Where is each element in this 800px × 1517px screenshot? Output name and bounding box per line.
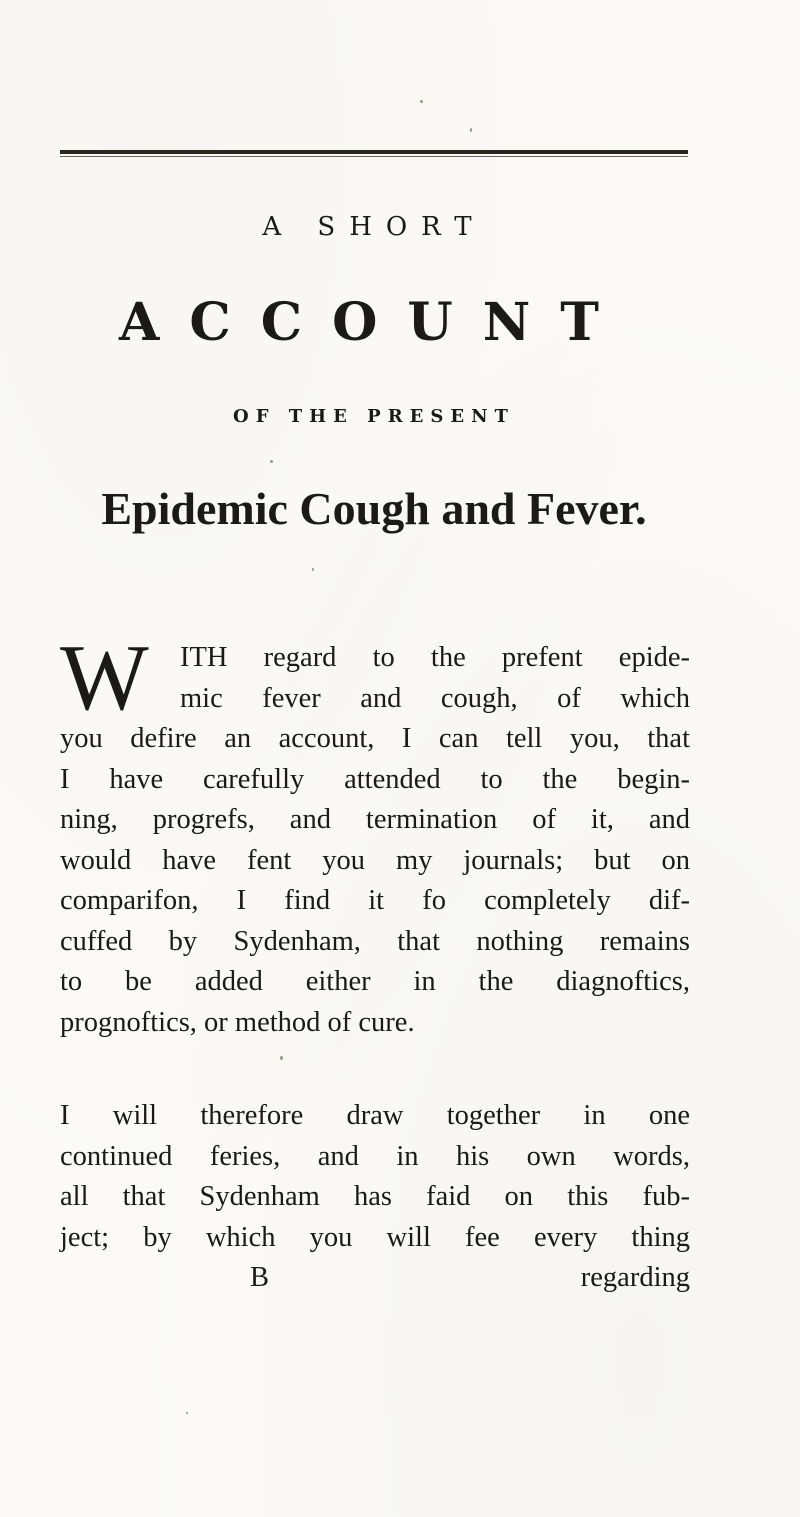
text-line: I have carefully attended to the begin-	[60, 763, 690, 795]
signature-mark: B	[250, 1262, 270, 1293]
text-line: prognoftics, or method of cure.	[60, 1006, 415, 1038]
catchword: regarding	[580, 1262, 690, 1293]
text-line: cuffed by Sydenham, that nothing remains	[60, 925, 690, 957]
text-line: you defire an account, I can tell you, that	[60, 723, 690, 754]
header-rule-thin	[60, 156, 688, 157]
header-rule	[60, 150, 688, 154]
paper-speck	[312, 568, 314, 571]
paragraph-2	[60, 1096, 690, 1299]
text-line: continued feries, and in his own words,	[60, 1140, 690, 1172]
footer-line	[60, 1258, 690, 1299]
paragraph-1	[60, 626, 690, 1043]
text-line: ning, progrefs, and termination of it, and	[60, 804, 690, 835]
text-line: ITH regard to the prefent epide-	[180, 642, 690, 673]
paper-speck	[186, 1412, 188, 1414]
title-of-the-present: OF THE PRESENT	[233, 406, 515, 427]
title-a-short: A SHORT	[262, 212, 486, 242]
text-line: I will therefore draw together in one	[60, 1100, 690, 1131]
text-line: all that Sydenham has faid on this fub-	[60, 1181, 690, 1212]
paper-speck	[470, 128, 472, 132]
paper-speck	[270, 460, 273, 463]
paper-speck	[420, 100, 423, 103]
title-epidemic-cough-and-fever: Epidemic Cough and Fever.	[101, 483, 647, 534]
text-line: ject; by which you will fee every thing	[60, 1221, 690, 1253]
text-line: to be added either in the diagnoftics,	[60, 966, 690, 997]
text-line: comparifon, I find it fo completely dif-	[60, 885, 690, 916]
text-line: would have fent you my journals; but on	[60, 844, 690, 876]
title-account: ACCOUNT	[119, 292, 629, 353]
paper-speck	[280, 1056, 283, 1060]
text-line: mic fever and cough, of which	[180, 682, 690, 714]
drop-cap: W	[60, 626, 149, 730]
